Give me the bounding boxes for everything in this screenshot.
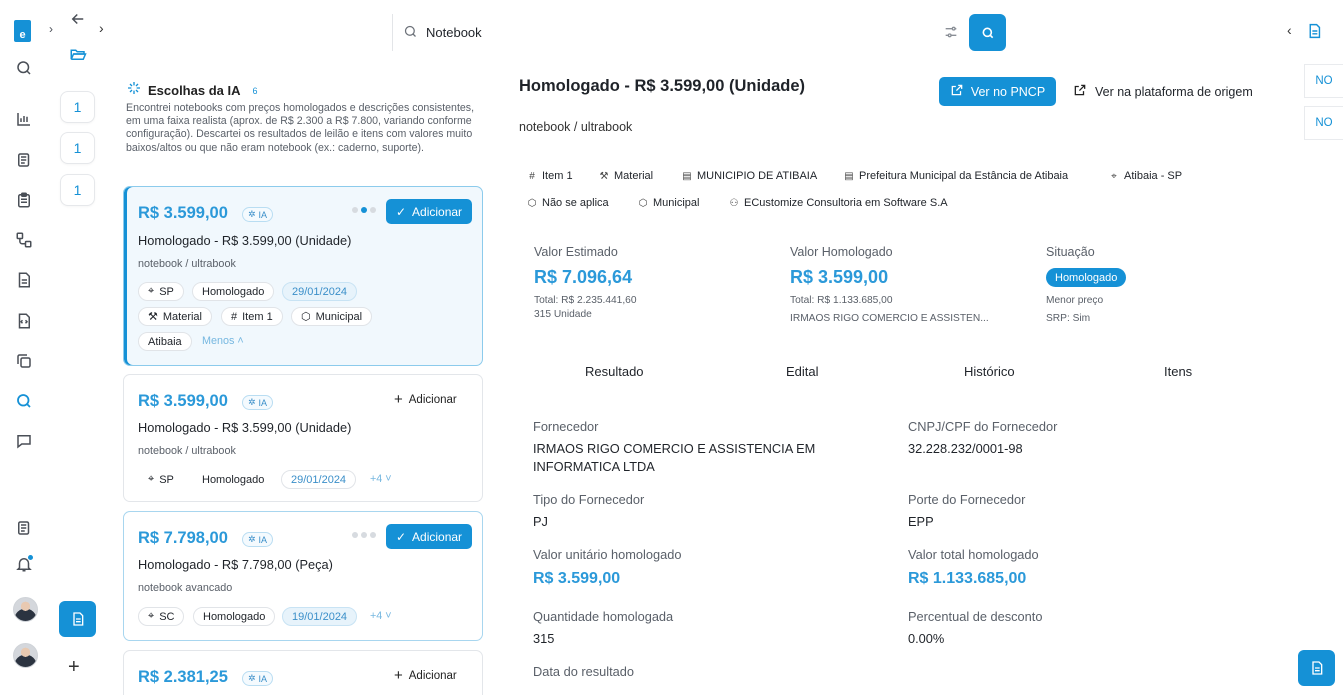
- ai-picks-count: 6: [252, 85, 258, 96]
- discount-label: Percentual de desconto: [908, 609, 1043, 624]
- estimated-label: Valor Estimado: [534, 245, 618, 259]
- building-icon: ▤: [682, 170, 692, 182]
- collapse-panel-chevron-icon[interactable]: ‹: [1287, 22, 1292, 38]
- ia-badge: ✲ IA: [242, 532, 273, 547]
- city-chip: Atibaia: [138, 332, 192, 351]
- clipboard-icon[interactable]: [13, 189, 35, 211]
- shield-icon: ⬡: [638, 197, 648, 209]
- status-chip: Homologado: [193, 607, 275, 626]
- supplier-type-value: PJ: [533, 514, 548, 529]
- shield-icon: ⬡: [527, 197, 537, 209]
- collection-count-button[interactable]: 1: [60, 132, 95, 164]
- map-pin-icon: ⌖: [148, 473, 155, 485]
- meta-agency: ▤ Prefeitura Municipal da Estância de Atibaia: [844, 170, 1069, 182]
- cnpj-value: 32.228.232/0001-98: [908, 441, 1023, 456]
- check-icon: ✓: [395, 204, 407, 219]
- more-toggle[interactable]: +4 ˅: [370, 610, 392, 622]
- less-toggle[interactable]: Menos ˄: [202, 335, 244, 347]
- view-pncp-button[interactable]: Ver no PNCP: [939, 77, 1056, 106]
- card-subtitle: notebook avancado: [138, 582, 233, 594]
- plus-icon: +: [394, 667, 403, 684]
- search-icon: [403, 24, 418, 44]
- unit-value-label: Valor unitário homologado: [533, 547, 682, 562]
- result-card[interactable]: [123, 374, 483, 502]
- map-pin-icon: ⌖: [148, 610, 155, 622]
- date-chip: 29/01/2024: [282, 282, 357, 301]
- building-icon: ▤: [844, 170, 854, 182]
- supplier-size-label: Porte do Fornecedor: [908, 492, 1026, 507]
- add-button[interactable]: + Adicionar: [394, 391, 457, 408]
- search-bar: [392, 14, 1005, 51]
- avatar[interactable]: [13, 597, 38, 622]
- document-icon[interactable]: [13, 269, 35, 291]
- sparkle-icon: [126, 80, 142, 101]
- hash-icon: #: [529, 170, 535, 182]
- add-button[interactable]: ✓ Adicionar: [386, 199, 472, 224]
- carousel-dots[interactable]: [352, 532, 376, 538]
- card-title: Homologado - R$ 7.798,00 (Peça): [138, 557, 333, 572]
- status-chip: Homologado: [192, 282, 274, 301]
- sparkle-icon: ✲: [248, 534, 256, 544]
- meta-modality: ⬡ Não se aplica: [527, 197, 609, 209]
- ai-picks-title: Escolhas da IA: [148, 83, 241, 98]
- document-fab-button[interactable]: [1298, 650, 1335, 686]
- criteria-text: Menor preço: [1046, 295, 1104, 306]
- card-price: R$ 3.599,00: [138, 204, 228, 222]
- supplier-value: IRMAOS RIGO COMERCIO E ASSISTENCIA EM INFORMATICA LTDA: [533, 441, 816, 474]
- supplier-type-label: Tipo do Fornecedor: [533, 492, 645, 507]
- homologated-label: Valor Homologado: [790, 245, 893, 259]
- sparkle-icon: ✲: [248, 209, 256, 219]
- ia-badge: ✲ IA: [242, 207, 273, 222]
- search-submit-button[interactable]: [969, 14, 1006, 51]
- uf-chip: ⌖ SP: [138, 470, 184, 489]
- app-logo[interactable]: e: [14, 20, 31, 42]
- quantity-value: 315: [533, 631, 555, 646]
- card-price: R$ 3.599,00: [138, 392, 228, 410]
- plus-icon: +: [394, 391, 403, 408]
- sparkle-icon: ✲: [248, 673, 256, 683]
- homologated-total: Total: R$ 1.133.685,00: [790, 295, 893, 306]
- result-card[interactable]: [123, 186, 483, 366]
- search-input[interactable]: Notebook: [426, 25, 482, 40]
- ai-picks-description: Encontrei notebooks com preços homologados e descrições consistentes, em uma faixa realista (aprox. de R$ 2.300 a R$ 7.800, variando conforme configuração). Descartei os resultados de leilão e itens com valores muito baixos/altos ou que não eram notebook (ex.: caderno, suporte).: [126, 102, 475, 154]
- meta-type: ⚒ Material: [599, 170, 654, 182]
- result-card[interactable]: [123, 650, 483, 695]
- ia-badge: ✲ IA: [242, 395, 273, 410]
- add-button[interactable]: ✓ Adicionar: [386, 524, 472, 549]
- filter-sliders-icon[interactable]: [943, 24, 959, 45]
- external-link-icon: [1073, 83, 1087, 100]
- card-subtitle: notebook / ultrabook: [138, 445, 236, 457]
- uf-chip: ⌖ SC: [138, 607, 184, 626]
- card-subtitle: notebook / ultrabook: [138, 258, 236, 270]
- documents-stack-icon[interactable]: [13, 149, 35, 171]
- homologated-supplier: IRMAOS RIGO COMERCIO E ASSISTEN...: [790, 313, 989, 324]
- homologated-value: R$ 3.599,00: [790, 267, 889, 287]
- ia-badge: ✲ IA: [242, 671, 273, 686]
- date-chip: 29/01/2024: [281, 470, 356, 489]
- total-value-label: Valor total homologado: [908, 547, 1039, 562]
- collections-rail: [48, 0, 108, 695]
- view-origin-button[interactable]: Ver na plataforma de origem: [1073, 83, 1253, 100]
- estimated-total: Total: R$ 2.235.441,60: [534, 295, 637, 306]
- bar-chart-icon[interactable]: [13, 108, 35, 130]
- quantity-label: Quantidade homologada: [533, 609, 674, 624]
- tab-historico[interactable]: Histórico: [964, 364, 1015, 379]
- supplier-label: Fornecedor: [533, 419, 599, 434]
- back-arrow-icon[interactable]: [67, 8, 89, 30]
- hash-icon: #: [231, 310, 238, 323]
- sphere-chip: ⬡ Municipal: [291, 307, 372, 326]
- carousel-dots[interactable]: [352, 207, 376, 213]
- tab-itens[interactable]: Itens: [1164, 364, 1193, 379]
- code-file-icon[interactable]: [13, 310, 35, 332]
- bell-icon[interactable]: [13, 553, 35, 575]
- check-icon: ✓: [395, 529, 407, 544]
- result-card[interactable]: [123, 511, 483, 641]
- srp-text: SRP: Sim: [1046, 313, 1091, 324]
- meta-item: # Item 1: [527, 170, 573, 182]
- detail-title: Homologado - R$ 3.599,00 (Unidade): [519, 77, 806, 95]
- chat-icon[interactable]: [13, 430, 35, 452]
- item-chip: # Item 1: [221, 307, 283, 326]
- card-title: Homologado - R$ 3.599,00 (Unidade): [138, 233, 352, 248]
- detail-subtitle: notebook / ultrabook: [519, 120, 633, 134]
- unit-value: R$ 3.599,00: [533, 570, 621, 587]
- copy-icon[interactable]: [13, 350, 35, 372]
- add-collection-button[interactable]: +: [68, 656, 80, 678]
- discount-value: 0.00%: [908, 631, 945, 646]
- user-icon: ⚇: [729, 197, 739, 209]
- total-value: R$ 1.133.685,00: [908, 570, 1027, 587]
- forward-chevron-icon[interactable]: ›: [99, 20, 104, 36]
- external-link-icon: [950, 83, 964, 100]
- more-toggle[interactable]: +4 ˅: [370, 473, 392, 485]
- card-price: R$ 2.381,25: [138, 668, 228, 686]
- estimated-qty: 315 Unidade: [534, 309, 592, 320]
- document-icon[interactable]: [1306, 22, 1323, 45]
- search-icon[interactable]: [13, 57, 35, 79]
- status-badge: Homologado: [1046, 268, 1126, 287]
- map-pin-icon: ⌖: [148, 285, 155, 297]
- meta-location: ⌖ Atibaia - SP: [1109, 170, 1182, 182]
- ai-picks-header: [126, 80, 258, 101]
- sparkle-icon: ✲: [248, 397, 256, 407]
- reports-icon[interactable]: [13, 517, 35, 539]
- shield-icon: ⬡: [301, 311, 311, 323]
- map-pin-icon: ⌖: [1111, 170, 1117, 182]
- hammer-icon: ⚒: [599, 170, 609, 182]
- avatar-secondary[interactable]: [13, 643, 38, 668]
- notification-dot: [27, 554, 34, 561]
- expand-chevron-icon[interactable]: ›: [49, 22, 53, 36]
- result-date-label: Data do resultado: [533, 664, 635, 679]
- tab-resultado[interactable]: Resultado: [585, 364, 644, 379]
- document-button[interactable]: [59, 601, 96, 637]
- meta-municipality: ▤ MUNICIPIO DE ATIBAIA: [682, 170, 818, 182]
- folder-open-icon[interactable]: [67, 43, 89, 65]
- left-rail: [0, 0, 53, 695]
- hammer-icon: ⚒: [148, 311, 158, 323]
- supplier-size-value: EPP: [908, 514, 934, 529]
- status-chip: Homologado: [192, 470, 274, 489]
- card-price: R$ 7.798,00: [138, 529, 228, 547]
- meta-platform: ⚇ ECustomize Consultoria em Software S.A: [729, 197, 948, 209]
- card-title: Homologado - R$ 3.599,00 (Unidade): [138, 420, 352, 435]
- add-button[interactable]: + Adicionar: [394, 667, 457, 684]
- collection-count-button[interactable]: 1: [60, 91, 95, 123]
- side-tab-no[interactable]: NO: [1304, 64, 1343, 98]
- meta-sphere: ⬡ Municipal: [638, 197, 700, 209]
- search-active-icon[interactable]: [13, 390, 35, 412]
- tab-edital[interactable]: Edital: [786, 364, 819, 379]
- collection-count-button[interactable]: 1: [60, 174, 95, 206]
- estimated-value: R$ 7.096,64: [534, 267, 633, 287]
- date-chip: 19/01/2024: [282, 607, 357, 626]
- status-label: Situação: [1046, 245, 1095, 259]
- cnpj-label: CNPJ/CPF do Fornecedor: [908, 419, 1058, 434]
- type-chip: ⚒ Material: [138, 307, 212, 326]
- uf-chip: ⌖ SP: [138, 282, 184, 301]
- side-tab-no[interactable]: NO: [1304, 106, 1343, 140]
- workflow-icon[interactable]: [13, 229, 35, 251]
